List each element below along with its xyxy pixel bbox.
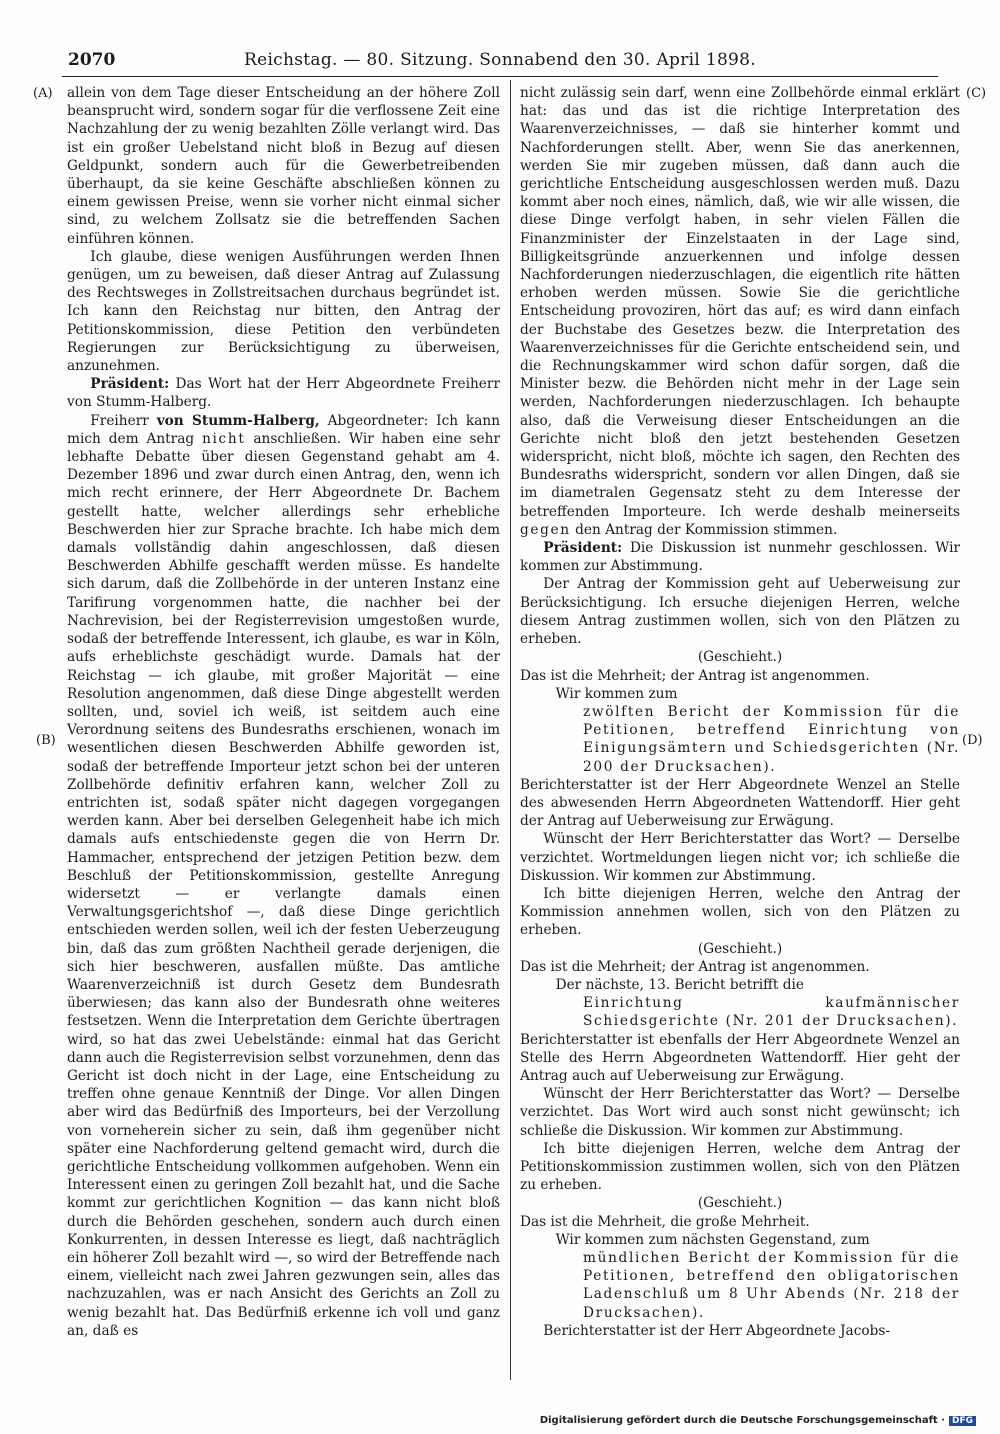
paragraph: Wünscht der Herr Berichterstatter das Wort? — Derselbe verzichtet. Wortmeldungen liegen nicht vor; ich schließe die Diskussion. Wir kommen zur Abstimmung.	[520, 831, 960, 884]
emphasis: gegen	[520, 521, 571, 538]
paragraph: Das ist die Mehrheit; der Antrag ist angenommen.	[520, 667, 870, 684]
page-number: 2070	[68, 50, 116, 70]
page-header	[62, 50, 938, 74]
paragraph: Wünscht der Herr Berichterstatter das Wort? — Derselbe verzichtet. Das Wort wird auch sonst nicht gewünscht; ich schließe die Diskussion. Wir kommen zur Abstimmung.	[520, 1086, 960, 1139]
paragraph: Präsident: Das Wort hat der Herr Abgeordnete Freiherr von Stumm-Halberg.	[67, 376, 500, 411]
paragraph: Berichterstatter ist ebenfalls der Herr Abgeordnete Wenzel an Stelle des Herrn Abgeordneten Wattendorff. Hier geht der Antrag auch auf Ueberweisung zur Erwägung.	[520, 1031, 960, 1084]
speaker-label: Präsident:	[543, 540, 623, 557]
agenda-item: mündlichen Bericht der Kommission für die Petitionen, betreffend den obligatorischen Ladenschluß um 8 Uhr Abends (Nr. 218 der Drucksachen).	[583, 1250, 960, 1321]
right-column	[520, 84, 960, 1340]
header-rule	[62, 76, 938, 77]
stage-direction: (Geschieht.)	[697, 1195, 783, 1212]
paragraph: Das ist die Mehrheit; der Antrag ist angenommen.	[520, 958, 870, 975]
stage-direction: (Geschieht.)	[697, 649, 783, 666]
margin-mark-c: (C)	[966, 86, 987, 101]
speaker-name: von Stumm-Halberg,	[156, 412, 320, 429]
digitization-credit	[540, 1415, 976, 1426]
speech-paragraph: Freiherr von Stumm-Halberg, Abgeordneter: Ich kann mich dem Antrag nicht anschließen. Wir haben eine sehr lebhafte Debatte über diesen Gegenstand gehabt am 4. Dezember 1896 und zwar durch einen Antrag, den, wenn ich mich recht erinnere, der Herr Abgeordnete Dr. Bachem gestellt hatte, welcher allerdings sehr erhebliche Beschwerden hier zur Sprache brachte. Ich habe mich dem damals vollständig dahin angeschlossen, daß diesen Beschwerden Abhilfe geschafft werden müsse. Es handelte sich darum, daß die Zollbehörde in der unteren Instanz eine Tarifirung vorgenommen hatte, die nachher bei der Nachrevision, bei der Registerrevision umgestoßen wurde, sodaß der betreffende Interessent, ich glaube, es war in Köln, aufs erheblichste geschädigt wurde. Damals hat der Reichstag — ich glaube, mit großer Majorität — eine Resolution angenommen, daß diese Dinge abgestellt werden sollten, und, soviel ich weiß, ist seitdem auch eine Verordnung seitens des Bundesraths erschienen, wonach im wesentlichen diesen Beschwerden Abhilfe geworden ist, sodaß der betreffende Importeur jetzt schon bei der unteren Zollbehörde definitiv erfahren kann, welcher Zoll zu entrichten ist, sodaß später nicht dagegen vorgegangen werden kann. Aber bei derselben Gelegenheit habe ich mich damals aufs entschiedenste gegen die von Herrn Dr. Hammacher, entsprechend der jetzigen Petition bezw. dem Beschluß der Petitionskommission, gestellte Anregung widersetzt — er verlangte damals einen Verwaltungsgerichtshof —, daß diese Dinge gerichtlich entschieden werden sollen, weil ich der festen Ueberzeugung bin, daß das zum größten Nachtheil gerade derjenigen, die sich hier beschweren, ausfallen müßte. Das amtliche Waarenverzeichniß ist durch Gesetz dem Bundesrath überwiesen; das kann also der Bundesrath ohne weiteres festsetzen. Wenn die Interpretation dem Gerichte übertragen wird, so hat das zwei Uebelstände: einmal hat das Gericht dann auch die Registerrevision selbst vorzunehmen, denn das Gericht ist doch nicht in der Lage, eine Entscheidung zu treffen ohne genaue Kenntniß der Dinge. Vor allen Dingen aber wird das Bedürfniß des Importeurs, bei der Verzollung von vorneherein sicher zu sein, daß ihm gegenüber nicht später eine Nachforderung geltend gemacht wird, durch die gerichtliche Entscheidung vollkommen aufgehoben. Wenn ein Interessent einen zu geringen Zoll bezahlt hat, und die Sache kommt zur gerichtlichen Kognition — das kann nicht bloß durch die Behörden geschehen, sondern auch durch einen Konkurrenten, in dessen Interesse es liegt, daß nachträglich ein höherer Zoll bezahlt wird —, so wird der Betreffende nach einem, vielleicht nach zwei Jahren gezwungen sein, alles das nachzuzahlen, was er nach Ansicht des Gerichts an Zoll zu wenig bezahlt hat. Das Bedürfniß erkenne ich voll und ganz an, daß es	[67, 412, 501, 1339]
paragraph: Berichterstatter ist der Herr Abgeordnete Wenzel an Stelle des abwesenden Herrn Abgeordneten Wattendorff. Hier geht der Antrag auf Ueberweisung zur Erwägung.	[520, 776, 960, 830]
paragraph: Der nächste, 13. Bericht betrifft die	[555, 976, 804, 993]
dfg-logo: DFG	[949, 1416, 976, 1426]
paragraph: Ich glaube, diese wenigen Ausführungen werden Ihnen genügen, um zu beweisen, daß dieser Antrag auf Zulassung des Rechtsweges in Zollstreitsachen durchaus begründet ist. Ich kann den Reichstag nur bitten, den Antrag der Petitionskommission, diese Petition den verbündeten Regierungen zur Berücksichtigung zu überweisen, anzunehmen.	[67, 248, 500, 375]
paragraph: Der Antrag der Kommission geht auf Ueberweisung zur Berücksichtigung. Ich ersuche diejenigen Herren, welche diesem Antrag zustimmen wollen, sich von den Plätzen zu erheben.	[520, 576, 960, 648]
emphasis: nicht	[202, 430, 246, 447]
margin-mark-b: (B)	[36, 733, 56, 748]
paragraph: nicht zulässig sein darf, wenn eine Zollbehörde einmal erklärt hat: das und das ist die richtige Interpretation des Waarenverzeichnisses, — daß sie hinterher kommt und Nachforderungen stellt. Aber, wenn Sie das anerkennen, werden Sie mir zugeben müssen, daß dann auch die gerichtliche Entscheidung ausgeschlossen werden muß. Dazu kommt aber noch eines, nämlich, daß, wie wir alle wissen, die diese Dinge verfolgt haben, in sehr vielen Fällen die Finanzminister der Einzelstaaten in der Lage sind, Billigkeitsgründe anzuerkennen und infolge dessen Nachforderungen niederzuschlagen, die eigentlich rite hätten erhoben werden müssen. Sowie Sie die gerichtliche Entscheidung provoziren, hört das auf; es wird dann einfach der Buchstabe des Gesetzes bezw. die Interpretation des Waarenverzeichnisses für die Gerichte entscheidend sein, und die Rechnungskammer wird schon dafür sorgen, daß die Minister bezw. die Behörden nicht mehr in der Lage sein werden, Nachforderungen niederzuschlagen. Ich behaupte also, daß die Verweisung dieser Entscheidungen an die Gerichte nicht bloß den jetzt bestehenden Gesetzen widerspricht, nicht bloß, möchte ich sagen, den Rechten des Bundesraths widerspricht, sondern vor allen Dingen, daß sie im diametralen Gegensatz steht zu dem Interesse der betreffenden Importeure. Ich werde deshalb meinerseits gegen den Antrag der Kommission stimmen.	[520, 85, 960, 538]
stage-direction: (Geschieht.)	[697, 940, 783, 957]
paragraph: Wir kommen zum nächsten Gegenstand, zum	[555, 1231, 870, 1248]
paragraph: Präsident: Die Diskussion ist nunmehr geschlossen. Wir kommen zur Abstimmung.	[520, 540, 960, 575]
column-divider	[510, 80, 511, 1380]
paragraph: Ich bitte diejenigen Herren, welche dem Antrag der Petitionskommission zustimmen wollen, sich von den Plätzen zu erheben.	[520, 1140, 960, 1194]
paragraph: allein von dem Tage dieser Entscheidung an der höhere Zoll beansprucht wird, sondern sogar für die verflossene Zeit eine Nachzahlung der zu wenig bezahlten Zölle verlangt wird. Das ist ein großer Uebelstand nicht bloß in Bezug auf diesen Geldpunkt, sondern auch für die Gewerbetreibenden überhaupt, da sie keine Geschäfte abschließen können zu einem gewissen Preise, wenn sie vorher nicht einmal sicher sind, zu welchem Zollsatz sie die betreffenden Sachen einführen können.	[67, 85, 500, 247]
agenda-item: Einrichtung kaufmännischer Schiedsgerichte (Nr. 201 der Drucksachen).	[583, 995, 960, 1030]
credit-text: Digitalisierung gefördert durch die Deutsche Forschungsgemeinschaft ·	[539, 1415, 945, 1426]
margin-mark-d: (D)	[962, 733, 983, 748]
margin-mark-a: (A)	[33, 86, 53, 101]
paragraph: Das ist die Mehrheit, die große Mehrheit.	[520, 1213, 810, 1230]
left-column	[67, 84, 500, 1340]
paragraph: Berichterstatter ist der Herr Abgeordnete Jacobs-	[543, 1322, 891, 1339]
page-title: Reichstag. — 80. Sitzung. Sonnabend den 30. April 1898.	[243, 50, 756, 70]
paragraph: Wir kommen zum	[555, 685, 678, 702]
agenda-item: zwölften Bericht der Kommission für die Petitionen, betreffend Einrichtung von Einigungsämtern und Schiedsgerichten (Nr. 200 der Drucksachen).	[583, 703, 960, 775]
paragraph: Ich bitte diejenigen Herren, welche den Antrag der Kommission annehmen wollen, sich von den Plätzen zu erheben.	[520, 885, 960, 939]
speaker-label: Präsident:	[90, 376, 170, 393]
